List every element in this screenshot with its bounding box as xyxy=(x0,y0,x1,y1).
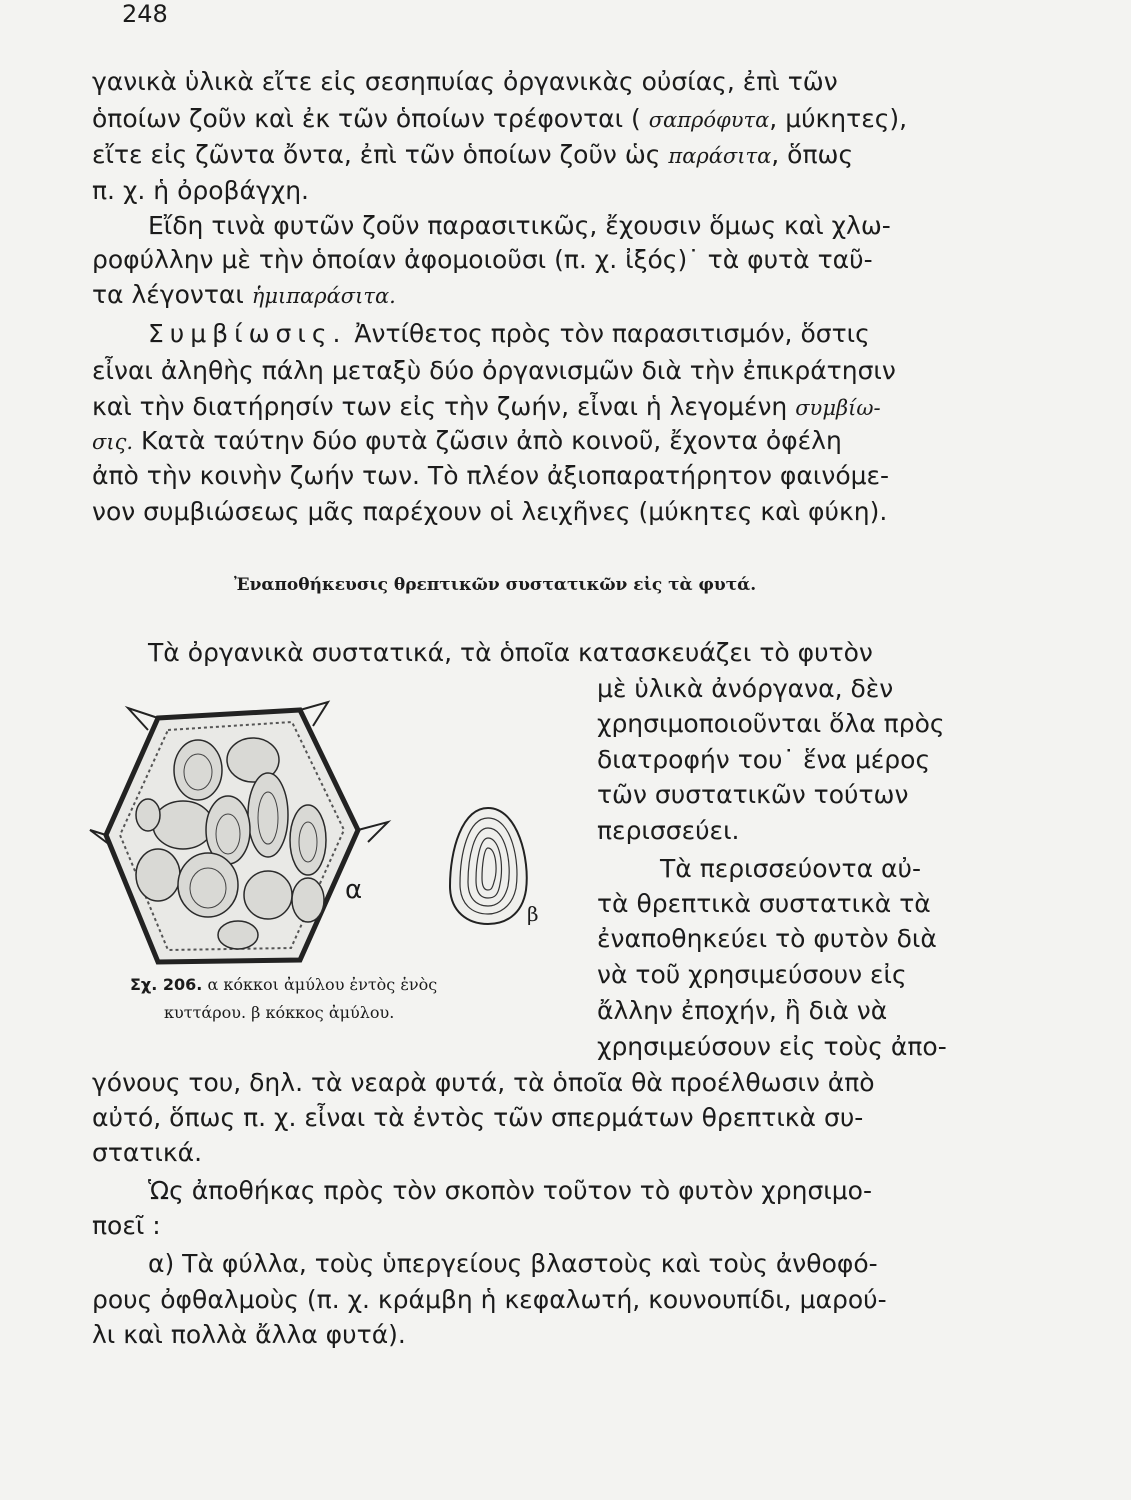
text-line: εἴτε εἰς ζῶντα ὄντα, ἐπὶ τῶν ὁποίων ζοῦν ὡς παράσιτα, ὅπως xyxy=(92,140,854,169)
section-heading: Ἐναποθήκευσις θρεπτικῶν συστατικῶν εἰς τὰ φυτά. xyxy=(234,575,757,595)
starch-cell-illustration xyxy=(88,700,398,980)
text-line: χρησιμεύσουν εἰς τοὺς ἀπο- xyxy=(597,1032,947,1061)
text-line: Συμβίωσις. Ἀντίθετος πρὸς τὸν παρασιτισμόν, ὅστις xyxy=(148,319,870,348)
text-line: λι καὶ πολλὰ ἄλλα φυτά). xyxy=(92,1320,406,1349)
text-line: ροφύλλην μὲ τὴν ὁποίαν ἀφομοιοῦσι (π. χ. ἰξός)˙ τὰ φυτὰ ταῦ- xyxy=(92,245,873,274)
text-line: τὰ θρεπτικὰ συστατικὰ τὰ xyxy=(597,889,931,918)
text-line: αὐτό, ὅπως π. χ. εἶναι τὰ ἐντὸς τῶν σπερμάτων θρεπτικὰ συ- xyxy=(92,1103,864,1132)
text-line: Τὰ ὀργανικὰ συστατικά, τὰ ὁποῖα κατασκευάζει τὸ φυτὸν xyxy=(148,638,873,667)
text-line: νον συμβιώσεως μᾶς παρέχουν οἱ λειχῆνες (μύκητες καὶ φύκη). xyxy=(92,497,888,526)
text-line: Εἴδη τινὰ φυτῶν ζοῦν παρασιτικῶς, ἔχουσιν ὅμως καὶ χλω- xyxy=(148,211,891,240)
text-line: α) Τὰ φύλλα, τοὺς ὑπεργείους βλαστοὺς καὶ τοὺς ἀνθοφό- xyxy=(148,1249,878,1278)
text-line: σις. Κατὰ ταύτην δύο φυτὰ ζῶσιν ἀπὸ κοινοῦ, ἔχοντα ὀφέλη xyxy=(92,426,842,455)
text-line: στατικά. xyxy=(92,1138,203,1167)
text-line: ἀπὸ τὴν κοινὴν ζωήν των. Τὸ πλέον ἀξιοπαρατήρητον φαινόμε- xyxy=(92,461,890,490)
text-line: ὁποίων ζοῦν καὶ ἐκ τῶν ὁποίων τρέφονται ( σαπρόφυτα, μύκητες), xyxy=(92,104,908,133)
text-line: π. χ. ἡ ὀροβάγχη. xyxy=(92,176,309,205)
figure-label-alpha: α xyxy=(345,875,363,905)
text-line: Τὰ περισσεύοντα αὐ- xyxy=(660,854,921,883)
text-line: τῶν συστατικῶν τούτων xyxy=(597,780,909,809)
starch-grain-illustration xyxy=(438,800,538,930)
figure-label-beta: β xyxy=(527,902,539,926)
text-line: περισσεύει. xyxy=(597,816,740,845)
text-line: ἐναποθηκεύει τὸ φυτὸν διὰ xyxy=(597,924,937,953)
figure-caption: κυττάρου. β κόκκος ἀμύλου. xyxy=(164,1003,395,1022)
text-line: χρησιμοποιοῦνται ὅλα πρὸς xyxy=(597,709,945,738)
text-line: εἶναι ἀληθὴς πάλη μεταξὺ δύο ὀργανισμῶν διὰ τὴν ἐπικράτησιν xyxy=(92,356,896,385)
text-line: ποεῖ : xyxy=(92,1211,161,1240)
text-line: τα λέγονται ἡμιπαράσιτα. xyxy=(92,280,396,309)
text-line: ρους ὀφθαλμοὺς (π. χ. κράμβη ἡ κεφαλωτή, κουνουπίδι, μαρού- xyxy=(92,1285,887,1314)
page-number: 248 xyxy=(122,0,168,28)
text-line: γανικὰ ὑλικὰ εἴτε εἰς σεσηπυίας ὀργανικὰς οὐσίας, ἐπὶ τῶν xyxy=(92,67,838,96)
symbiosis-term: Συμβίωσις. xyxy=(148,319,347,348)
text-line: καὶ τὴν διατήρησίν των εἰς τὴν ζωήν, εἶναι ἡ λεγομένη συμβίω- xyxy=(92,392,881,421)
text-line: ἄλλην ἐποχήν, ἢ διὰ νὰ xyxy=(597,996,888,1025)
text-line: γόνους του, δηλ. τὰ νεαρὰ φυτά, τὰ ὁποῖα θὰ προέλθωσιν ἀπὸ xyxy=(92,1068,875,1097)
text-line: μὲ ὑλικὰ ἀνόργανα, δὲν xyxy=(597,674,894,703)
figure-caption: Σχ. 206. α κόκκοι ἀμύλου ἐντὸς ἑνὸς xyxy=(130,975,438,994)
text-line: διατροφήν του˙ ἕνα μέρος xyxy=(597,745,931,774)
text-line: Ὡς ἀποθήκας πρὸς τὸν σκοπὸν τοῦτον τὸ φυτὸν χρησιμο- xyxy=(148,1176,872,1205)
text-line: νὰ τοῦ χρησιμεύσουν εἰς xyxy=(597,960,907,989)
